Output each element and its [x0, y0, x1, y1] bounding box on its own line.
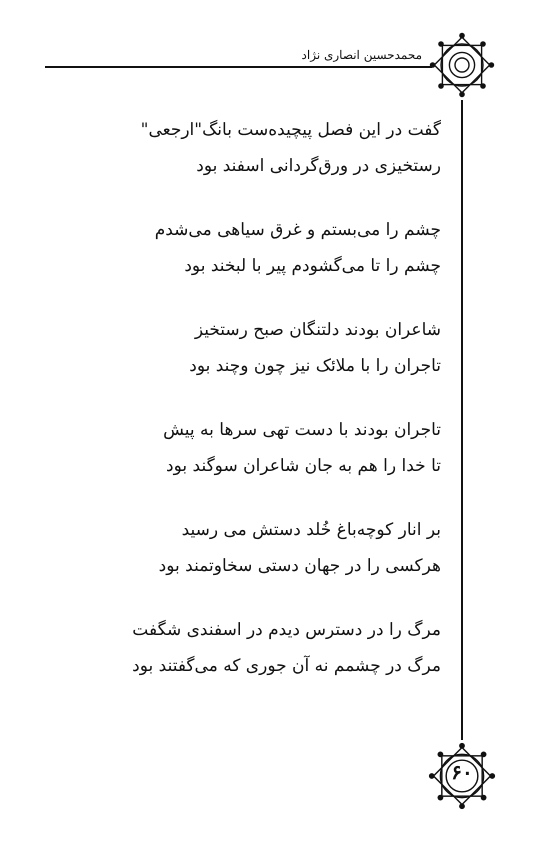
verse-line: گفت در این فصل پیچیده‌ست بانگ"ارجعی" — [140, 120, 441, 140]
verse-line: تاجران بودند با دست تهی سرها به پیش — [163, 420, 441, 440]
page-number: ۶۰ — [451, 760, 473, 784]
stanza — [121, 612, 441, 712]
verse-line: چشم را تا می‌گشودم پیر با لبخند بود — [184, 256, 441, 276]
stanza — [121, 312, 441, 412]
verse-line: چشم را می‌بستم و غرق سیاهی می‌شدم — [154, 220, 441, 240]
poem — [121, 112, 441, 712]
verse-line: بر انار کوچه‌باغ خُلد دستش می رسید — [181, 520, 441, 540]
stanza — [121, 212, 441, 312]
verse-line: مرگ را در دسترس دیدم در اسفندی شگفت — [132, 620, 441, 640]
stanza — [121, 512, 441, 612]
verse-line: رستخیزی در ورق‌گردانی اسفند بود — [196, 156, 441, 176]
verse-line: تاجران را با ملائک نیز چون وچند بود — [189, 356, 441, 376]
stanza — [121, 112, 441, 212]
verse-line: تا خدا را هم به جان شاعران سوگند بود — [166, 456, 441, 476]
rosette-ornament-icon — [427, 30, 497, 100]
verse-line: شاعران بودند دلتنگان صبح رستخیز — [194, 320, 441, 340]
verse-line: هرکسی را در جهان دستی سخاوتمند بود — [158, 556, 441, 576]
verse-line: مرگ در چشمم نه آن جوری که می‌گفتند بود — [132, 656, 441, 676]
author-name: محمدحسین انصاری نژاد — [301, 48, 422, 62]
vertical-rule — [461, 100, 463, 740]
header-rule — [45, 66, 432, 68]
stanza — [121, 412, 441, 512]
